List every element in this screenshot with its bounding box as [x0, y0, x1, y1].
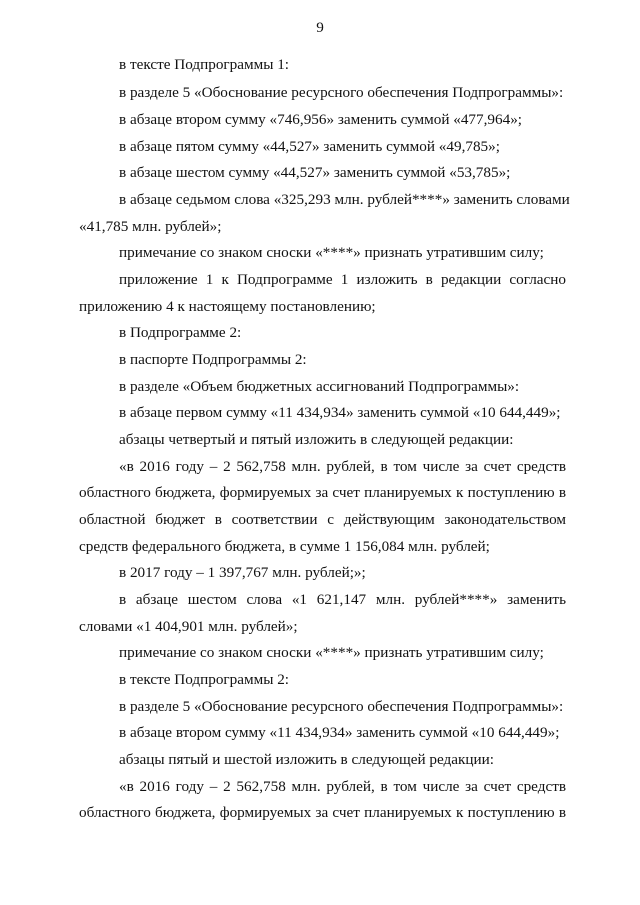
text-line: в абзаце шестом слова «1 621,147 млн. рублей****» заменить — [119, 591, 566, 608]
text-line: областного бюджета, формируемых за счет планируемых к поступлению в — [79, 804, 566, 821]
text-line: в абзаце шестом сумму «44,527» заменить суммой «53,785»; — [119, 164, 511, 181]
text-line: в абзаце втором сумму «746,956» заменить суммой «477,964»; — [119, 111, 523, 128]
text-line: в тексте Подпрограммы 2: — [119, 671, 290, 688]
page-number: 9 — [316, 19, 324, 36]
text-line: в 2017 году – 1 397,767 млн. рублей;»; — [119, 564, 366, 581]
text-line: «41,785 млн. рублей»; — [79, 218, 222, 235]
text-line: примечание со знаком сноски «****» признать утратившим силу; — [119, 644, 544, 661]
text-line: в паспорте Подпрограммы 2: — [119, 351, 307, 368]
text-line: в абзаце седьмом слова «325,293 млн. рублей****» заменить словами — [119, 191, 570, 208]
text-line: приложению 4 к настоящему постановлению; — [79, 298, 376, 315]
text-line: в абзаце втором сумму «11 434,934» заменить суммой «10 644,449»; — [119, 724, 560, 741]
text-line: «в 2016 году – 2 562,758 млн. рублей, в том числе за счет средств — [119, 778, 566, 795]
text-line: областного бюджета, формируемых за счет планируемых к поступлению в — [79, 484, 566, 501]
text-line: примечание со знаком сноски «****» признать утратившим силу; — [119, 244, 544, 261]
text-line: средств федерального бюджета, в сумме 1 156,084 млн. рублей; — [79, 538, 490, 555]
text-line: «в 2016 году – 2 562,758 млн. рублей, в том числе за счет средств — [119, 458, 566, 475]
text-line: областной бюджет в соответствии с действующим законодательством — [79, 511, 566, 528]
text-line: словами «1 404,901 млн. рублей»; — [79, 618, 298, 635]
text-line: в разделе 5 «Обоснование ресурсного обеспечения Подпрограммы»: — [119, 84, 564, 101]
text-line: в разделе «Объем бюджетных ассигнований Подпрограммы»: — [119, 378, 520, 395]
text-line: приложение 1 к Подпрограмме 1 изложить в редакции согласно — [119, 271, 566, 288]
text-line: абзацы пятый и шестой изложить в следующей редакции: — [119, 751, 494, 768]
text-line: в разделе 5 «Обоснование ресурсного обеспечения Подпрограммы»: — [119, 698, 564, 715]
text-line: абзацы четвертый и пятый изложить в следующей редакции: — [119, 431, 514, 448]
text-line: в тексте Подпрограммы 1: — [119, 56, 290, 73]
text-line: в абзаце пятом сумму «44,527» заменить суммой «49,785»; — [119, 138, 500, 155]
text-line: в абзаце первом сумму «11 434,934» заменить суммой «10 644,449»; — [119, 404, 561, 421]
text-line: в Подпрограмме 2: — [119, 324, 242, 341]
